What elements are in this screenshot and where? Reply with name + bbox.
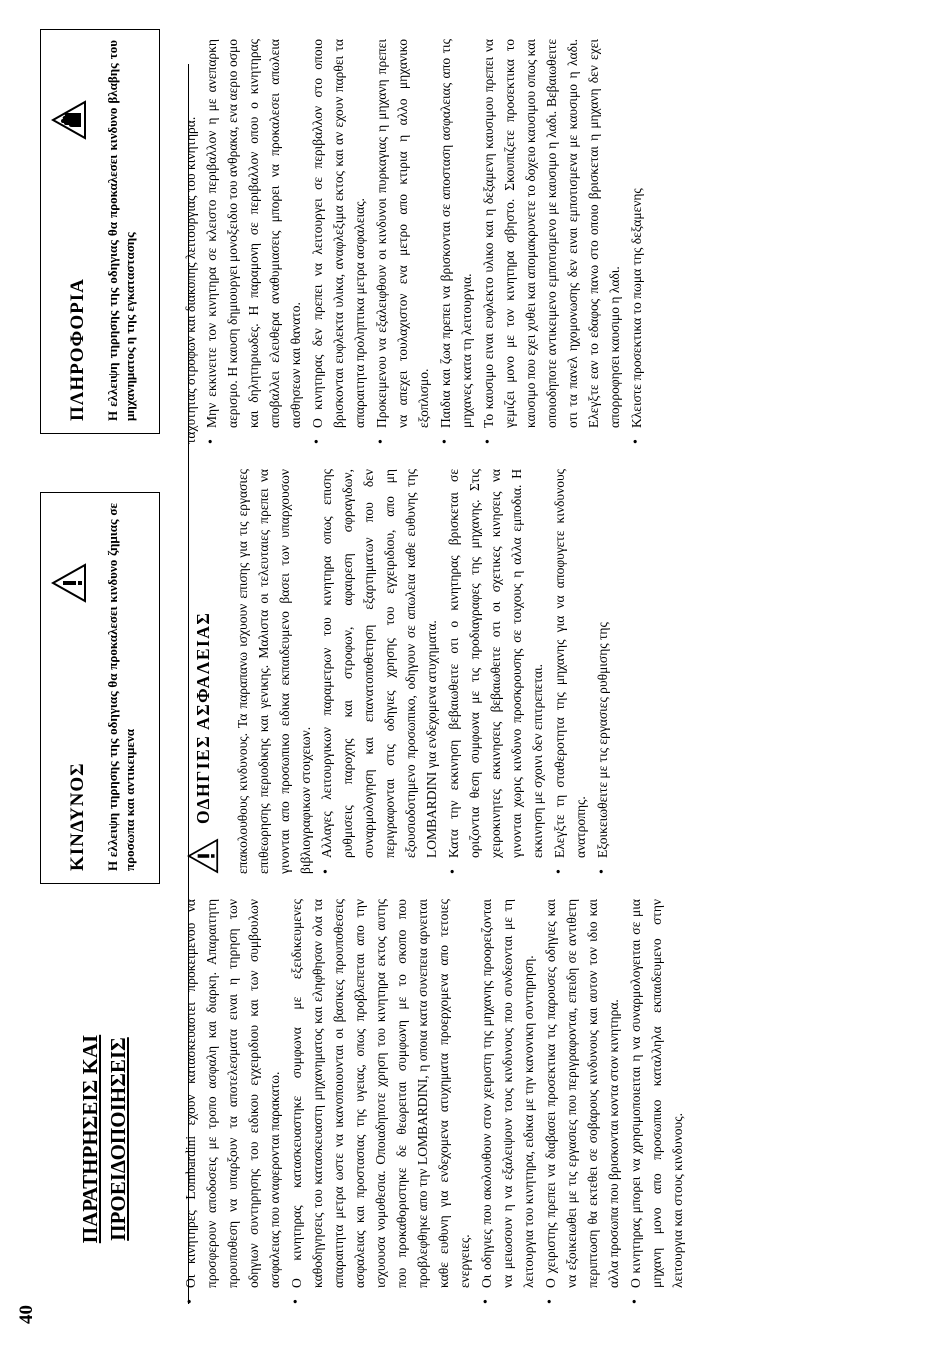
- list-item: • Ο κινητηρας μπορει να χρησιμοποιειται η να συναρμολογειται σε μια μηχανη μονο απο προσωπικο καταλληλα εκπαιδευμενο στην λειτουργια και στους κινδυνους.: [625, 899, 688, 1304]
- hand-in-triangle-icon: [51, 100, 87, 140]
- list-item: • Αλλαγες λειτουργικων παραμετρων του κινητηρα οπως επισης ρυθμισεις παροχης και στροφων, αφαιρεση σφραγιδων, συναρμολογηση και επανατοποθετηση εξαρτηματων που δεν περιγραφονται στις οδηγιες χρησης του εγχειριδιου, απο μη εξουσιοδοτημενο προσωπικο, οδηγουν σε απωλεια καθε ευθυνης της LOMBARDINI για ενδεχομενα ατυχηματα.: [316, 469, 442, 874]
- danger-box-title: ΚΙΝΔΥΝΟΣ: [67, 762, 88, 871]
- info-box-title: ΠΛΗΡΟΦΟΡΙΑ: [67, 278, 88, 421]
- page-title-line-1: ΠΑΡΑΤΗΡΗΣΕΙΣ ΚΑΙ: [78, 1034, 102, 1244]
- list-item: • Ο κινητηρας κατασκευαστηκε συμφωνα με εξειδικευμενες καθοδηγησεις του κατασκευαστη μηχανηματος και εληφθησαν ολα τα απαραιτητα μετρα ωστε να ικανοποιουνται οι βασικες προυποθεσεις ασφαλειας και προστασιας της υγειας, οπως προβλεπεται απο την ισχυουσα νομοθεσια. Οποιαδηποτε χρηση του κινητηρα εκτος αυτης που προκαθοριστηκε δε θεωρειται συμφωνη με το σκοπο που προβλεφθηκε απο την LOMBARDINI, η οποια κατα συνεπεια αρνειται καθε ευθυνη για ενδεχομενα ατυχηματα προερχομενα απο τετοιες ενεργειες.: [286, 899, 475, 1304]
- list-item: • Κλειστε προσεκτικα το πωμα της δεξαμενης: [626, 39, 647, 444]
- danger-box: [40, 492, 160, 884]
- list-item: • Το καυσιμο ειναι ευφλεκτο υλικο και η δεξαμενη καυσιμου πρεπει να γεμιζει μονο με τον κινητηρα σβηστο. Σκουπιζετε προσεκτικα το καυσιμο που εχει χυθει και απομακρυνετε το δοχειο καυσιμου οπως και οποιοδηποτε αντικειμενο εμποτισμενο με καυσιμο η λαδι. Βεβαιωθειτε οτι τα πανελ ηχομονωσης δεν ειναι εμποτισμενα με καυσιμο η λαδι. Ελεγξτε εαν το εδαφος πανω στο οποιο βρισκεται η μηχανη δεν εχει απορροφησει καυσιμο η λαδι.: [478, 39, 625, 444]
- safety-heading-title: ΟΔΗΓΙΕΣ ΑΣΦΑΛΕΙΑΣ: [192, 611, 213, 824]
- content-columns: [180, 39, 940, 1304]
- warning-triangle-icon: [187, 838, 219, 874]
- page-title-line-2: ΠΡΟΕΙΔΟΠΟΙΗΣΕΙΣ: [106, 1037, 131, 1241]
- warning-triangle-icon: [51, 563, 87, 603]
- info-box-text: Η ελλειψη τηρησης της οδηγιας θα προκαλεσει κινδυνο βλαβης του μηχανηματος η της εγκαταστασης: [105, 40, 137, 421]
- danger-box-text: Η ελλειψη τηρησης της οδηγιας θα προκαλεσει κινδυνο ζημιας σε προσωπα και αντικειμενα: [105, 503, 137, 871]
- list-item: • Προκειμενου να εξαλειφθουν οι κινδυνοι πυρκαγιας η μηχανη πρεπει να απεχει τουλαχιστον ενα μετρο απο κτιρια η αλλο μηχανικο εξοπλισμο.: [371, 39, 434, 444]
- list-item: • Ελεγξτε τη σταθεροτητα της μηχανης για να αποφυγετε κινδυνους ανατροπης.: [549, 469, 591, 874]
- column-3-list: [201, 39, 647, 444]
- list-item: • Κατα την εκκινηση βεβαιωθειτε οτι ο κινητηρας βρισκεται σε οριζοντια θεση συμφωνα με τις προδιαγραφες της μηχανης. Στις χειροκινητες εκκινησεις βεβαιωθειτε οτι οι σχετικες κινησεις να γινονται χωρις κινδυνο προσκρουσης σε τοιχους η αλλα εμποδια. Η εκκινηση με σχοινι δεν επιτρεπεται.: [443, 469, 548, 874]
- header: [40, 40, 180, 1304]
- list-item: • Μην εκκινειτε τον κινητηρα σε κλειστο περιβαλλον η με ανεπαρκη αερισμο. Η καυση δημιουργει μονοξειδιο του ανθρακα, ενα αεριο οσμο και δηλητηριωδες. Η παραμονη σε περιβαλλον οπου ο κινητηρας αποβαλλει ελευθερα αναθυμιασεις μπορει να προκαλεσει απωλεια αισθησεων και θανατο.: [201, 39, 306, 444]
- column-2-lead-text: επακολουθους κινδυνους. Τα παραπανω ισχυουν επισης για τις εργασιες επιθεωρησης περιοδικης και γενικης. Μαλιστα οι τελευταιες πρεπει να γινονται απο προσωπικο ειδικα εκπαιδευμενο βασει των υπαρχουσων βιβλιογραφικων στοιχειων.: [235, 469, 313, 874]
- list-item: • Οι οδηγιες που ακολουθουν στον χειριστη της μηχανης προορειζονται να μειωσουν η να εξαλειψουν τους κινδυνους που συνδεονται με τη λειτουργια του κινητηρα, ειδικα με την κανονικη συντηρηση.: [476, 899, 539, 1304]
- column-2-list: [316, 469, 613, 874]
- list-item: • Εξοικειωθειτε με τις εργασιες ρυθμισης της: [592, 469, 613, 874]
- column-3-lead-text: ταχυτητας στροφων και διακοπης λειτουργιας του κινητηρα.: [183, 116, 198, 444]
- info-box: [40, 29, 160, 434]
- column-1: [180, 899, 940, 1304]
- list-item: • Ο χειριστης πρεπει να διαβασει προσεκτικα τις παρουσες οδηγιες και να εξοικειωθει με τις εργασιες που περιγραφονται, επειδη σε αντιθετη περιπτωση θα εκτεθει σε σοβαρους κινδυνους και αυτον τον ιδιο και αλλα προσωπα που βρισκονται κοντα στον κινητηρα.: [540, 899, 624, 1304]
- page-number: 40: [16, 1305, 37, 1324]
- list-item: • Παιδια και ζωα πρεπει να βρισκονται σε αποσταση ασφαλειας απο τις μηχανες κατα τη λειτουργια.: [435, 39, 477, 444]
- column-3: [180, 39, 940, 444]
- list-item: • Ο κινητηρας δεν πρεπει να λειτουργει σε περιβαλλον στο οποιο βρισκονται ευφλεκτα υλικα, αναφλεξιμα εκτος και αν εχουν παρθει τα απαραιτητα προληπτικα μετρα ασφαλειας.: [307, 39, 370, 444]
- column-2: [180, 469, 940, 874]
- column-1-list: [180, 899, 688, 1304]
- list-item: • Οι κινητηρες Lombardini εχουν κατασκευαστει προκειμενου να προσφερουν αποδοσεις με τροπο ασφαλη και διαρκη. Απαραιτητη προυποθεση να υπαρξουν τα αποτελεσματα ειναι η τηρηση των οδηγιων συντηρησης του ειδικου εγχειριδιου και των συμβουλων ασφαλειας που αναφερονται παρακατω.: [180, 899, 285, 1304]
- page-title: [76, 974, 133, 1304]
- safety-heading: [180, 469, 226, 874]
